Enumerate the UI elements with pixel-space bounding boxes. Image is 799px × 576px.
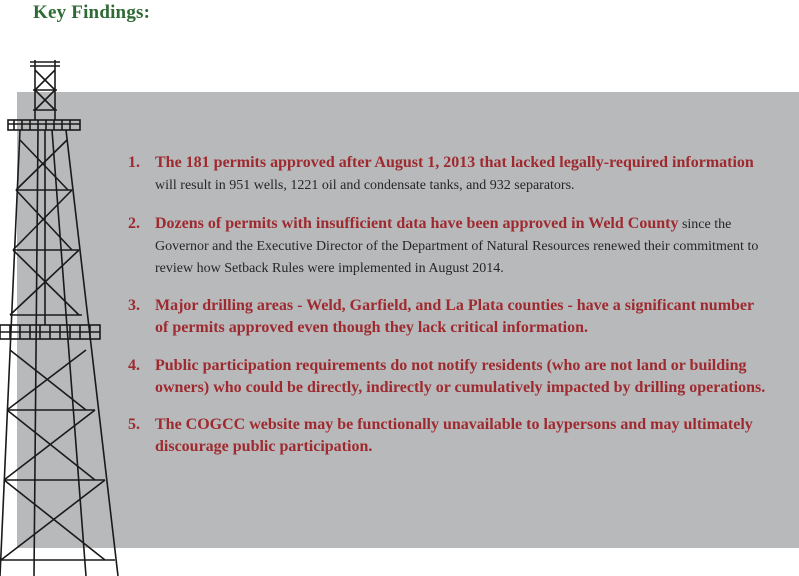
finding-item xyxy=(128,295,768,339)
finding-detail: will result in 951 wells, 1221 oil and condensate tanks, and 932 separators. xyxy=(155,178,575,193)
finding-number: 4. xyxy=(128,357,140,374)
finding-number: 5. xyxy=(128,416,140,433)
drilling-rig-tower-icon xyxy=(0,60,130,576)
finding-number: 3. xyxy=(128,297,140,314)
findings-list xyxy=(128,152,768,475)
finding-lead: Public participation requirements do not notify residents (who are not land or building owners) who could be directly, indirectly or cumulatively impacted by drilling operations. xyxy=(155,357,766,396)
finding-lead: The 181 permits approved after August 1, 2013 that lacked legally-required information xyxy=(155,154,754,171)
finding-item xyxy=(128,355,768,399)
finding-number: 2. xyxy=(128,215,140,232)
finding-item xyxy=(128,213,768,279)
finding-item xyxy=(128,152,768,196)
page-heading: Key Findings: xyxy=(33,2,151,23)
finding-item xyxy=(128,414,768,458)
finding-detail: since the Governor and the Executive Director of the Department of Natural Resources renewed their commitment to review how Setback Rules were implemented in August 2014. xyxy=(155,217,759,276)
finding-number: 1. xyxy=(128,154,140,171)
finding-lead: Dozens of permits with insufficient data have been approved in Weld County xyxy=(155,215,679,232)
finding-lead: Major drilling areas - Weld, Garfield, and La Plata counties - have a significant number of permits approved even though they lack critical information. xyxy=(155,297,754,336)
finding-lead: The COGCC website may be functionally unavailable to laypersons and may ultimately discourage public participation. xyxy=(155,416,753,455)
